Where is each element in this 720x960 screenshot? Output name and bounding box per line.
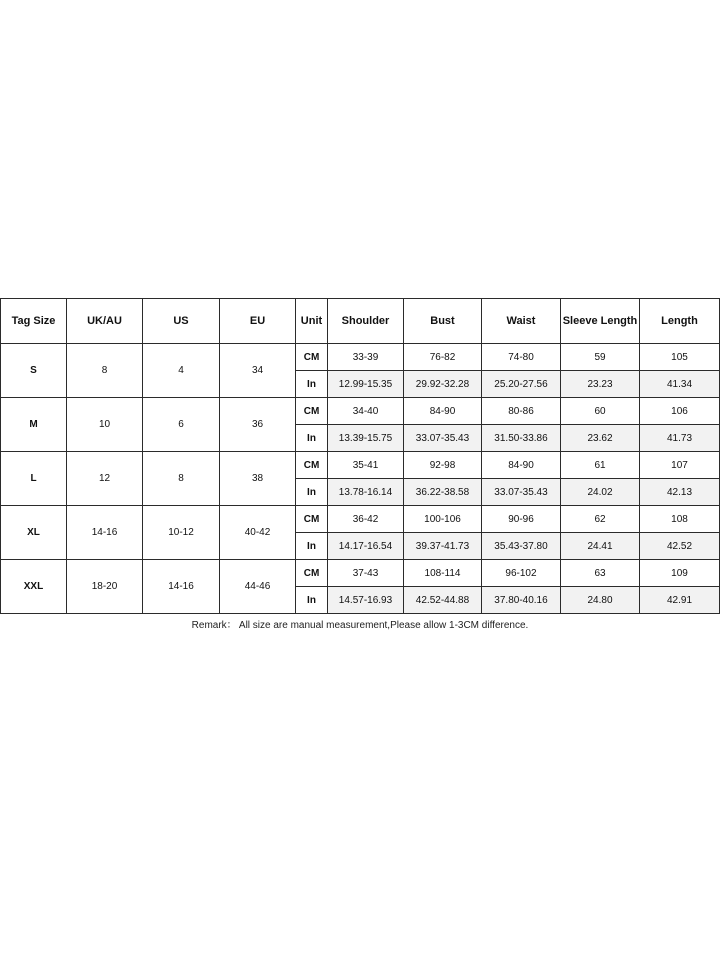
size-label: M <box>1 398 67 452</box>
shoulder-value: 36-42 <box>328 506 404 533</box>
sleeve-value: 62 <box>561 506 640 533</box>
header-length: Length <box>640 299 720 344</box>
shoulder-value: 13.78-16.14 <box>328 479 404 506</box>
length-value: 42.13 <box>640 479 720 506</box>
bust-value: 84-90 <box>404 398 482 425</box>
size-label: XXL <box>1 560 67 614</box>
bust-value: 33.07-35.43 <box>404 425 482 452</box>
eu-value: 38 <box>220 452 296 506</box>
size-chart <box>0 298 719 614</box>
header-tag-size: Tag Size <box>1 299 67 344</box>
bust-value: 36.22-38.58 <box>404 479 482 506</box>
eu-value: 36 <box>220 398 296 452</box>
us-value: 8 <box>143 452 220 506</box>
unit-label: CM <box>296 344 328 371</box>
length-value: 107 <box>640 452 720 479</box>
shoulder-value: 35-41 <box>328 452 404 479</box>
unit-label: CM <box>296 452 328 479</box>
unit-label: In <box>296 587 328 614</box>
eu-value: 44-46 <box>220 560 296 614</box>
waist-value: 84-90 <box>482 452 561 479</box>
bust-value: 100-106 <box>404 506 482 533</box>
ukau-value: 8 <box>67 344 143 398</box>
us-value: 4 <box>143 344 220 398</box>
table-row <box>1 344 720 371</box>
unit-label: CM <box>296 506 328 533</box>
header-sleeve-length: Sleeve Length <box>561 299 640 344</box>
size-label: S <box>1 344 67 398</box>
waist-value: 74-80 <box>482 344 561 371</box>
length-value: 108 <box>640 506 720 533</box>
shoulder-value: 13.39-15.75 <box>328 425 404 452</box>
ukau-value: 10 <box>67 398 143 452</box>
ukau-value: 18-20 <box>67 560 143 614</box>
bust-value: 39.37-41.73 <box>404 533 482 560</box>
bust-value: 42.52-44.88 <box>404 587 482 614</box>
us-value: 14-16 <box>143 560 220 614</box>
header-ukau: UK/AU <box>67 299 143 344</box>
header-unit: Unit <box>296 299 328 344</box>
unit-label: CM <box>296 560 328 587</box>
shoulder-value: 34-40 <box>328 398 404 425</box>
length-value: 109 <box>640 560 720 587</box>
size-label: L <box>1 452 67 506</box>
sleeve-value: 63 <box>561 560 640 587</box>
header-shoulder: Shoulder <box>328 299 404 344</box>
sleeve-value: 24.02 <box>561 479 640 506</box>
unit-label: In <box>296 479 328 506</box>
shoulder-value: 12.99-15.35 <box>328 371 404 398</box>
waist-value: 90-96 <box>482 506 561 533</box>
header-waist: Waist <box>482 299 561 344</box>
waist-value: 35.43-37.80 <box>482 533 561 560</box>
ukau-value: 12 <box>67 452 143 506</box>
sleeve-value: 23.23 <box>561 371 640 398</box>
waist-value: 80-86 <box>482 398 561 425</box>
table-row <box>1 506 720 533</box>
sleeve-value: 59 <box>561 344 640 371</box>
sleeve-value: 24.41 <box>561 533 640 560</box>
shoulder-value: 14.57-16.93 <box>328 587 404 614</box>
length-value: 42.91 <box>640 587 720 614</box>
sleeve-value: 61 <box>561 452 640 479</box>
remark-note: Remark： All size are manual measurement,Please allow 1-3CM difference. <box>191 620 529 631</box>
eu-value: 40-42 <box>220 506 296 560</box>
shoulder-value: 33-39 <box>328 344 404 371</box>
waist-value: 37.80-40.16 <box>482 587 561 614</box>
ukau-value: 14-16 <box>67 506 143 560</box>
sleeve-value: 24.80 <box>561 587 640 614</box>
header-us: US <box>143 299 220 344</box>
length-value: 105 <box>640 344 720 371</box>
us-value: 6 <box>143 398 220 452</box>
sleeve-value: 60 <box>561 398 640 425</box>
length-value: 106 <box>640 398 720 425</box>
unit-label: CM <box>296 398 328 425</box>
header-eu: EU <box>220 299 296 344</box>
bust-value: 76-82 <box>404 344 482 371</box>
header-row <box>1 299 720 344</box>
eu-value: 34 <box>220 344 296 398</box>
size-table <box>0 298 720 614</box>
unit-label: In <box>296 533 328 560</box>
length-value: 41.34 <box>640 371 720 398</box>
length-value: 41.73 <box>640 425 720 452</box>
shoulder-value: 14.17-16.54 <box>328 533 404 560</box>
shoulder-value: 37-43 <box>328 560 404 587</box>
waist-value: 31.50-33.86 <box>482 425 561 452</box>
waist-value: 33.07-35.43 <box>482 479 561 506</box>
table-row <box>1 560 720 587</box>
sleeve-value: 23.62 <box>561 425 640 452</box>
length-value: 42.52 <box>640 533 720 560</box>
waist-value: 96-102 <box>482 560 561 587</box>
bust-value: 92-98 <box>404 452 482 479</box>
bust-value: 29.92-32.28 <box>404 371 482 398</box>
us-value: 10-12 <box>143 506 220 560</box>
unit-label: In <box>296 425 328 452</box>
waist-value: 25.20-27.56 <box>482 371 561 398</box>
header-bust: Bust <box>404 299 482 344</box>
table-row <box>1 398 720 425</box>
table-body <box>1 344 720 614</box>
table-row <box>1 452 720 479</box>
unit-label: In <box>296 371 328 398</box>
size-label: XL <box>1 506 67 560</box>
bust-value: 108-114 <box>404 560 482 587</box>
